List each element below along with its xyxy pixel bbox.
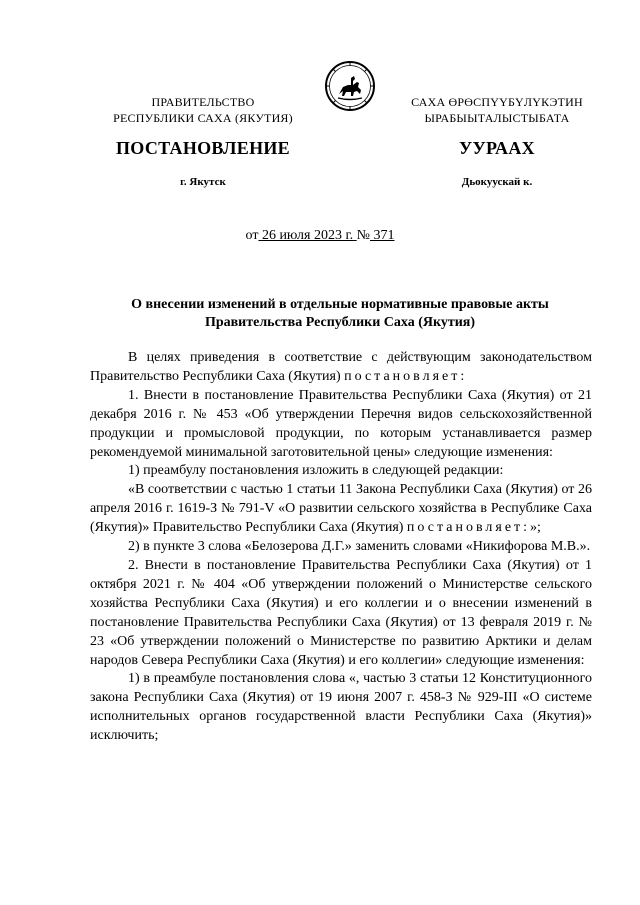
resolves-word: постановляет: bbox=[344, 368, 468, 384]
document-subject bbox=[90, 296, 590, 332]
item-2-1-paragraph: 1) в преамбуле постановления слова «, частью 3 статьи 12 Конституционного закона Республики Саха (Якутия) от 19 июня 2007 г. 458-З № 929-III «О системе исполнительных органов государственной власти Республики Саха (Якутия)» исключить; bbox=[90, 671, 592, 744]
city-ru: г. Якутск bbox=[180, 176, 226, 188]
date-prefix: от bbox=[245, 228, 259, 243]
item-1-paragraph: 1. Внести в постановление Правительства Республики Саха (Якутия) от 21 декабря 2016 г. № 453 «Об утверждении Перечня видов сельскохозяйственной продукции и промысловой продукции, по которым устанавливается размер рекомендуемой минимальной заготовительной цены» следующие изменения: bbox=[90, 387, 592, 460]
issuer-sakha-line1: САХА ӨРӨСПҮҮБҮЛҮКЭТИН bbox=[411, 95, 583, 109]
city-sakha: Дьокуускай к. bbox=[461, 176, 533, 188]
issuer-ru bbox=[78, 94, 328, 126]
document-body bbox=[90, 349, 592, 746]
item-1-1-paragraph: 1) преамбулу постановления изложить в следующей редакции: bbox=[128, 463, 504, 479]
resolves-word-quoted: постановляет: bbox=[406, 520, 531, 536]
subject-line1: О внесении изменений в отдельные нормативные правовые акты bbox=[131, 297, 549, 312]
issuer-sakha-line2: ЫРАБЫЫТАЛЫСТЫБАТА bbox=[424, 111, 570, 125]
doc-type-sakha: УУРААХ bbox=[459, 138, 535, 158]
number-sign: № bbox=[356, 228, 370, 243]
coat-of-arms-icon bbox=[324, 60, 376, 112]
issuer-ru-line2: РЕСПУБЛИКИ САХА (ЯКУТИЯ) bbox=[113, 111, 293, 125]
item-2-paragraph: 2. Внести в постановление Правительства Республики Саха (Якутия) от 1 октября 2021 г. № 404 «Об утверждении положений о Министерстве сельского хозяйства Республики Саха (Якутия) и его коллегии и о внесении изменений в постановление Правительства Республики Саха (Якутия) от 13 февраля 2019 г. № 23 «Об утверждении положений о Министерстве по развитию Арктики и делам народов Севера Республики Саха (Якутия) и его коллегии» следующие изменения: bbox=[90, 557, 592, 668]
issuer-ru-line1: ПРАВИТЕЛЬСТВО bbox=[151, 95, 255, 109]
item-1-2-paragraph: 2) в пункте 3 слова «Белозерова Д.Г.» заменить словами «Никифорова М.В.». bbox=[128, 539, 591, 555]
new-preamble-paragraph: «В соответствии с частью 1 статьи 11 Закона Республики Саха (Якутия) от 26 апреля 2016 г. 1619-З № 791-V «О развитии сельского хозяйства в Республике Саха (Якутия)» Правительство Республики Саха (Якутия) постановляет:»; bbox=[90, 482, 592, 536]
doc-type-ru: ПОСТАНОВЛЕНИЕ bbox=[116, 138, 290, 158]
subject-line2: Правительства Республики Саха (Якутия) bbox=[204, 315, 476, 330]
date-line bbox=[0, 228, 640, 244]
issuer-sakha bbox=[372, 94, 622, 126]
document-date: 26 июля 2023 г. bbox=[261, 228, 354, 243]
document-number: 371 bbox=[373, 228, 395, 243]
preamble-paragraph: В целях приведения в соответствие с действующим законодательством Правительство Республики Саха (Якутия) постановляет: bbox=[90, 350, 592, 384]
